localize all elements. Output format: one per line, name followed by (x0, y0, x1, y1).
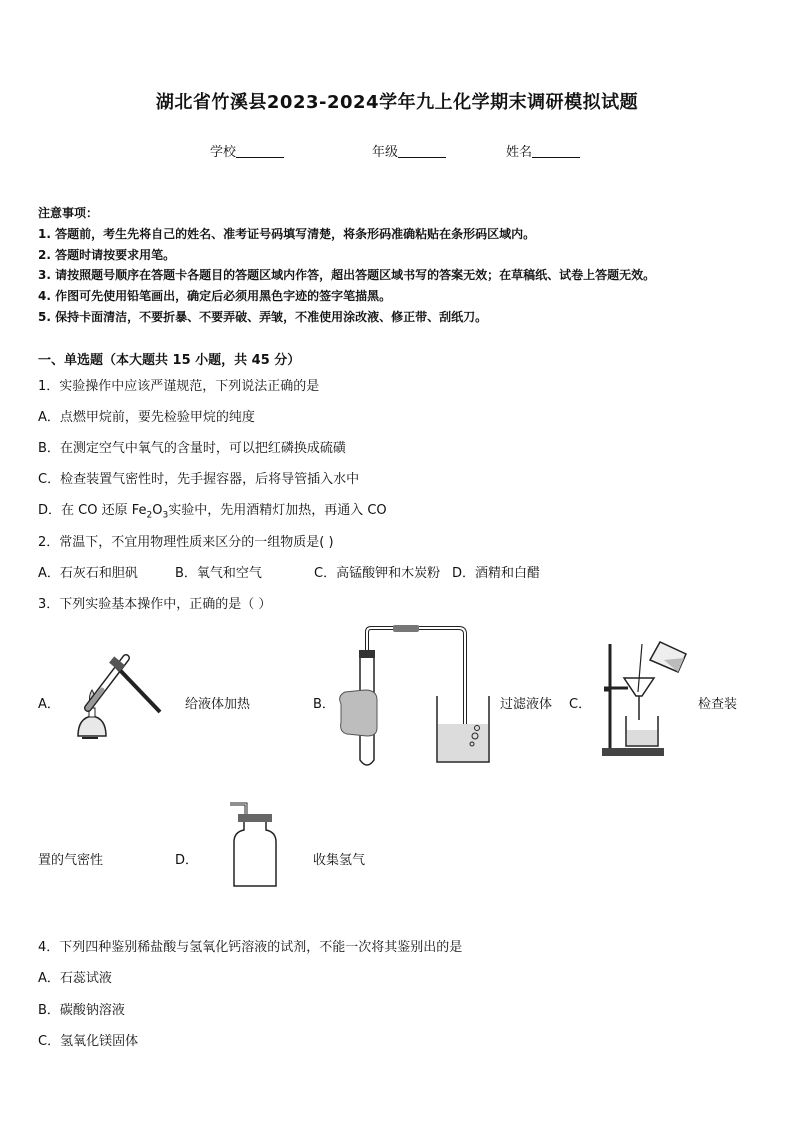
notice-item: 1. 答题前，考生先将自己的姓名、准考证号码填写清楚，将条形码准确粘贴在条形码区域内。 (38, 227, 536, 241)
question-1-option-b: B．在测定空气中氧气的含量时，可以把红磷换成硫磺 (38, 441, 346, 456)
subscript: 2 (146, 510, 153, 521)
name-label: 姓名 (506, 145, 533, 160)
page-title: 湖北省竹溪县2023-2024学年九上化学期末调研模拟试题 (155, 92, 639, 113)
notice-item: 3. 请按照题号顺序在答题卡各题目的答题区域内作答，超出答题区域书写的答案无效；在草稿纸、试卷上答题无效。 (38, 268, 656, 282)
question-1-option-c: C．检查装置气密性时，先手握容器，后将导管插入水中 (38, 472, 360, 487)
notice-heading: 注意事项： (38, 206, 99, 220)
question-4-option-b: B．碳酸钠溶液 (38, 1003, 125, 1018)
q3-option-d-text: 收集氢气 (313, 853, 366, 868)
question-3-stem: 3．下列实验基本操作中，正确的是（ ） (38, 597, 272, 612)
q3-option-b-letter: B． (313, 697, 335, 712)
q3-option-a-text: 给液体加热 (185, 697, 251, 712)
grade-blank[interactable] (398, 144, 446, 158)
question-2-option-d: D．酒精和白醋 (452, 566, 541, 581)
question-4-stem: 4．下列四种鉴别稀盐酸与氢氧化钙溶液的试剂，不能一次将其鉴别出的是 (38, 940, 463, 955)
q3-option-b-text: 过滤液体 (500, 697, 553, 712)
q3-option-c-text-part2: 置的气密性 (38, 853, 104, 868)
question-2-option-c: C．高锰酸钾和木炭粉 (314, 566, 441, 581)
question-1-stem: 1．实验操作中应该严谨规范，下列说法正确的是 (38, 379, 320, 394)
grade-field[interactable] (372, 141, 446, 160)
question-1-option-a: A．点燃甲烷前，要先检验甲烷的纯度 (38, 410, 255, 425)
name-field[interactable] (506, 141, 580, 160)
subscript: 3 (162, 510, 169, 521)
gas-tightness-figure (335, 624, 495, 769)
question-2-option-b: B．氧气和空气 (175, 566, 262, 581)
question-2-option-a: A．石灰石和胆矾 (38, 566, 138, 581)
school-label: 学校 (210, 145, 237, 160)
name-blank[interactable] (532, 144, 580, 158)
gas-collection-figure (224, 798, 284, 890)
option-d-suffix: 实验中，先用酒精灯加热，再通入 CO (168, 503, 387, 518)
notice-item: 5. 保持卡面清洁，不要折暴、不要弄破、弄皱，不准使用涂改液、修正带、刮纸刀。 (38, 310, 488, 324)
school-field[interactable] (210, 141, 284, 160)
question-2-stem: 2．常温下，不宜用物理性质来区分的一组物质是( ) (38, 535, 334, 550)
question-4-option-c: C．氢氧化镁固体 (38, 1034, 139, 1049)
notice-item: 4. 作图可先使用铅笔画出，确定后必须用黑色字迹的签字笔描黑。 (38, 289, 392, 303)
section-heading: 一、单选题（本大题共 15 小题，共 45 分） (38, 353, 301, 368)
option-d-prefix: D．在 CO 还原 Fe (38, 503, 147, 518)
q3-option-c-text-part1: 检查装 (698, 697, 738, 712)
question-4-option-a: A．石蕊试液 (38, 971, 112, 986)
grade-label: 年级 (372, 145, 399, 160)
oxygen-symbol: O (152, 503, 163, 518)
notice-item: 2. 答题时请按要求用笔。 (38, 248, 176, 262)
q3-option-a-letter: A． (38, 697, 60, 712)
question-1-option-d (38, 499, 387, 521)
q3-option-d-letter: D． (175, 853, 199, 868)
heating-liquid-figure (68, 650, 168, 750)
filtration-figure (598, 636, 694, 760)
school-blank[interactable] (236, 144, 284, 158)
q3-option-c-letter: C． (569, 697, 592, 712)
